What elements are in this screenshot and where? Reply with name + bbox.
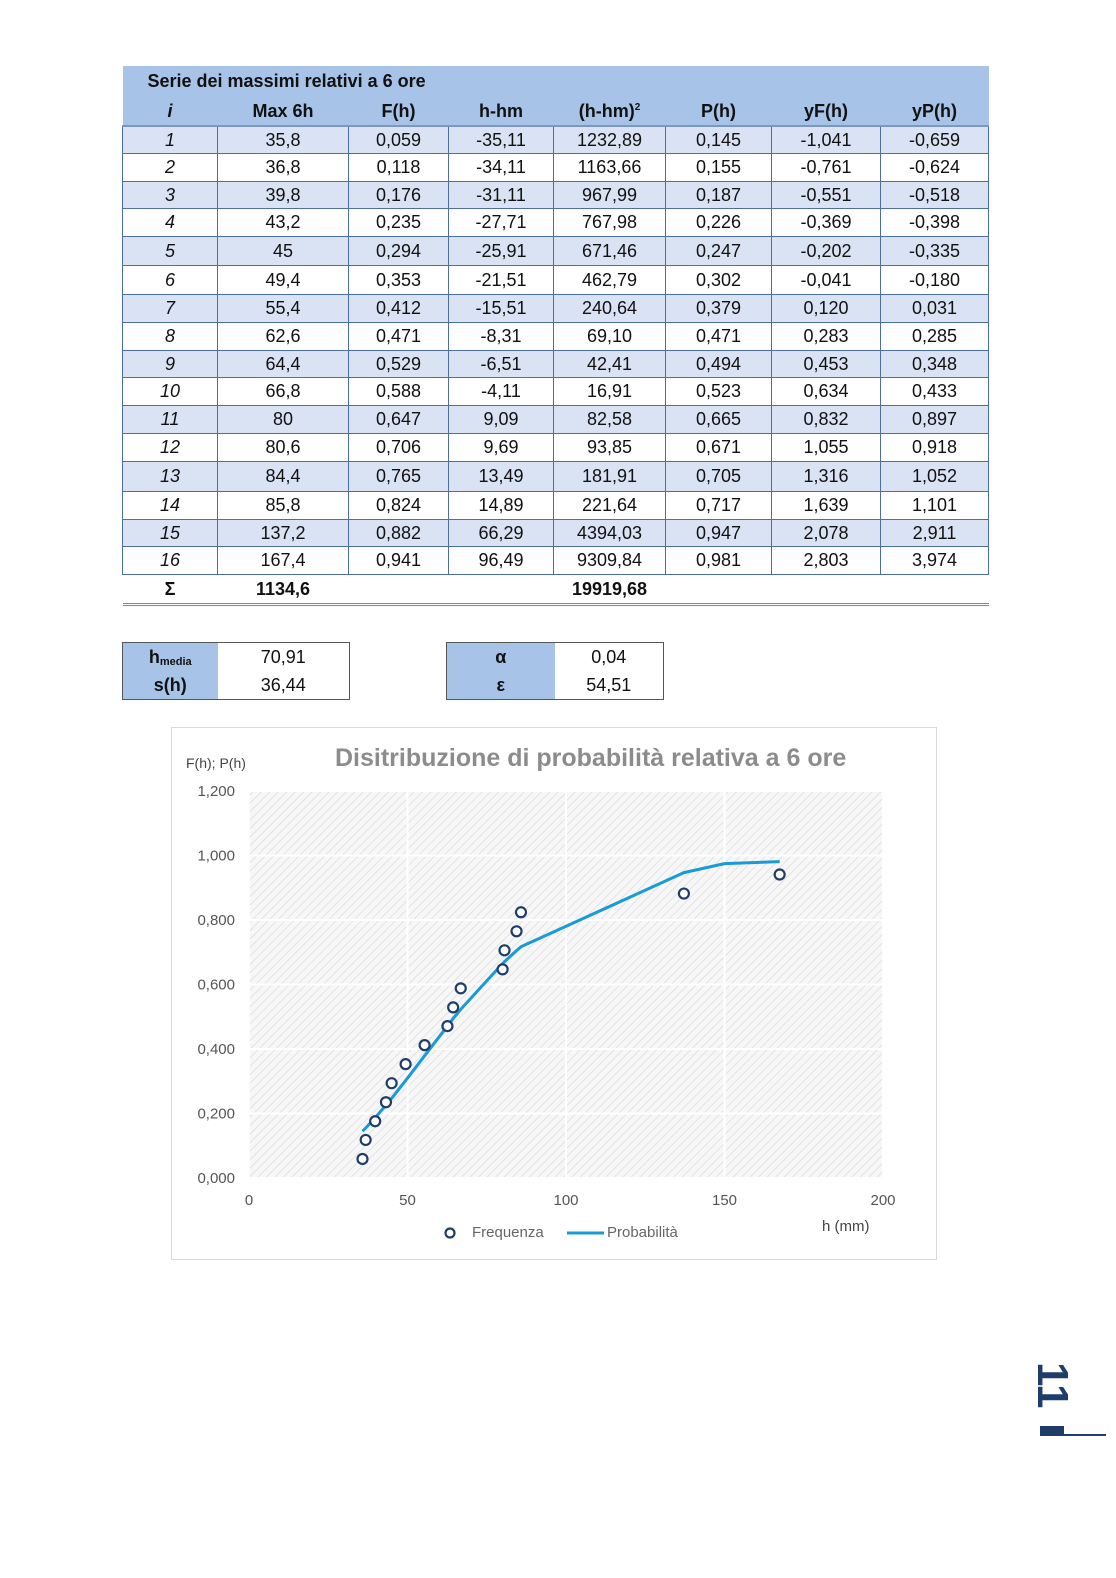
cell-col-yfh: 0,453 xyxy=(772,351,881,378)
cell-col-fh: 0,176 xyxy=(349,182,449,209)
table-row xyxy=(123,266,989,295)
cell-col-ph: 0,226 xyxy=(666,209,772,237)
cell-col-ph: 0,494 xyxy=(666,351,772,378)
page-number xyxy=(1028,1362,1077,1432)
cell-col-fh: 0,941 xyxy=(349,547,449,575)
cell-col-h-hm-sq: 69,10 xyxy=(554,323,666,351)
y-tick-label: 0,800 xyxy=(197,912,235,929)
legend-frequenza: Frequenza xyxy=(472,1224,544,1241)
cell-col-yfh: 0,120 xyxy=(772,295,881,323)
sum-label: Σ xyxy=(123,575,218,605)
cell-col-max6h: 39,8 xyxy=(218,182,349,209)
cell-col-h-hm: 96,49 xyxy=(449,547,554,575)
chart-canvas xyxy=(172,728,936,1259)
cell-col-yph: 0,897 xyxy=(881,406,989,434)
cell-col-ph: 0,302 xyxy=(666,266,772,295)
cell-col-yfh: 1,055 xyxy=(772,434,881,462)
cell-col-h-hm: 66,29 xyxy=(449,520,554,547)
cell-col-yph: -0,398 xyxy=(881,209,989,237)
y-tick-label: 0,200 xyxy=(197,1105,235,1123)
cell-col-max6h: 35,8 xyxy=(218,126,349,154)
epsilon-value: 54,51 xyxy=(555,671,664,700)
cell-col-max6h: 55,4 xyxy=(218,295,349,323)
cell-col-h-hm-sq: 240,64 xyxy=(554,295,666,323)
sum-row xyxy=(123,575,989,605)
cell-col-yph: 0,918 xyxy=(881,434,989,462)
cell-col-h-hm: -21,51 xyxy=(449,266,554,295)
x-tick-label: 200 xyxy=(870,1192,896,1209)
y-tick-label: 1,000 xyxy=(197,847,235,865)
cell-col-max6h: 64,4 xyxy=(218,351,349,378)
header-col-i: i xyxy=(123,97,218,126)
cell-col-max6h: 84,4 xyxy=(218,462,349,492)
cell-col-i: 13 xyxy=(123,462,218,492)
header-col-fh: F(h) xyxy=(349,97,449,126)
cell-col-ph: 0,665 xyxy=(666,406,772,434)
cell-col-max6h: 137,2 xyxy=(218,520,349,547)
cell-col-h-hm-sq: 767,98 xyxy=(554,209,666,237)
cell-col-h-hm-sq: 221,64 xyxy=(554,492,666,520)
cell-col-fh: 0,824 xyxy=(349,492,449,520)
cell-col-yph: -0,659 xyxy=(881,126,989,154)
cell-col-yfh: -0,551 xyxy=(772,182,881,209)
page-number-text: 11 xyxy=(1028,1362,1077,1409)
y-tick-label: 0,400 xyxy=(197,1041,235,1058)
cell-col-h-hm: -34,11 xyxy=(449,154,554,182)
sum-empty xyxy=(449,575,554,605)
cell-col-ph: 0,145 xyxy=(666,126,772,154)
header-col-yph: yP(h) xyxy=(881,97,989,126)
cell-col-i: 8 xyxy=(123,323,218,351)
sum-sq: 19919,68 xyxy=(554,575,666,605)
frequenza-point xyxy=(401,1059,411,1069)
cell-col-h-hm: -8,31 xyxy=(449,323,554,351)
cell-col-i: 10 xyxy=(123,378,218,406)
cell-col-max6h: 45 xyxy=(218,237,349,266)
header-col-max6h: Max 6h xyxy=(218,97,349,126)
cell-col-yfh: -0,202 xyxy=(772,237,881,266)
cell-col-ph: 0,155 xyxy=(666,154,772,182)
cell-col-i: 6 xyxy=(123,266,218,295)
header-col-ph: P(h) xyxy=(666,97,772,126)
cell-col-max6h: 43,2 xyxy=(218,209,349,237)
cell-col-max6h: 85,8 xyxy=(218,492,349,520)
max-series-table xyxy=(122,66,989,606)
cell-col-max6h: 62,6 xyxy=(218,323,349,351)
cell-col-h-hm-sq: 9309,84 xyxy=(554,547,666,575)
table-row xyxy=(123,462,989,492)
cell-col-yfh: 1,639 xyxy=(772,492,881,520)
cell-col-fh: 0,412 xyxy=(349,295,449,323)
stats-mean-std xyxy=(122,642,350,700)
cell-col-yfh: 2,078 xyxy=(772,520,881,547)
frequenza-point xyxy=(381,1097,391,1107)
cell-col-yph: -0,624 xyxy=(881,154,989,182)
cell-col-yfh: 0,634 xyxy=(772,378,881,406)
cell-col-i: 12 xyxy=(123,434,218,462)
cell-col-i: 14 xyxy=(123,492,218,520)
cell-col-ph: 0,187 xyxy=(666,182,772,209)
x-tick-label: 50 xyxy=(399,1192,416,1209)
table-row xyxy=(123,378,989,406)
cell-col-fh: 0,529 xyxy=(349,351,449,378)
cell-col-i: 5 xyxy=(123,237,218,266)
header-col-yfh: yF(h) xyxy=(772,97,881,126)
sum-empty xyxy=(349,575,449,605)
table-row xyxy=(123,295,989,323)
cell-col-fh: 0,059 xyxy=(349,126,449,154)
cell-col-h-hm-sq: 4394,03 xyxy=(554,520,666,547)
cell-col-h-hm: 9,09 xyxy=(449,406,554,434)
frequenza-point xyxy=(500,945,510,955)
cell-col-fh: 0,353 xyxy=(349,266,449,295)
alpha-label: α xyxy=(447,643,555,672)
cell-col-h-hm-sq: 93,85 xyxy=(554,434,666,462)
header-col-h-hm-sq: $(h-hm)^2$ xyxy=(554,97,666,126)
cell-col-h-hm: -6,51 xyxy=(449,351,554,378)
cell-col-yph: -0,518 xyxy=(881,182,989,209)
s-h-value: 36,44 xyxy=(218,671,350,700)
table-row xyxy=(123,154,989,182)
x-tick-label: 0 xyxy=(244,1192,254,1209)
h-media-value: 70,91 xyxy=(218,643,350,672)
table-title: Serie dei massimi relativi a 6 ore xyxy=(123,66,989,97)
x-tick-label: 100 xyxy=(553,1192,579,1209)
cell-col-max6h: 49,4 xyxy=(218,266,349,295)
y-tick-label: 0,000 xyxy=(197,1170,235,1187)
cell-col-max6h: 167,4 xyxy=(218,547,349,575)
cell-col-h-hm: -27,71 xyxy=(449,209,554,237)
frequenza-point xyxy=(357,1154,367,1164)
cell-col-h-hm-sq: 671,46 xyxy=(554,237,666,266)
table-row xyxy=(123,209,989,237)
cell-col-yfh: 1,316 xyxy=(772,462,881,492)
table-row xyxy=(123,323,989,351)
cell-col-max6h: 80,6 xyxy=(218,434,349,462)
chart-title: Disitribuzione di probabilità relativa a 6 ore xyxy=(335,744,847,772)
frequenza-point xyxy=(512,926,522,936)
sum-empty xyxy=(772,575,881,605)
cell-col-fh: 0,294 xyxy=(349,237,449,266)
page-number-rule xyxy=(1040,1434,1106,1436)
cell-col-i: 2 xyxy=(123,154,218,182)
y-tick-label: 0,600 xyxy=(197,976,235,994)
legend-frequenza-marker xyxy=(446,1229,455,1238)
table-row xyxy=(123,237,989,266)
cell-col-h-hm: 13,49 xyxy=(449,462,554,492)
frequenza-point xyxy=(448,1002,458,1012)
cell-col-ph: 0,705 xyxy=(666,462,772,492)
cell-col-yfh: 0,832 xyxy=(772,406,881,434)
cell-col-ph: 0,247 xyxy=(666,237,772,266)
epsilon-label: ε xyxy=(447,671,555,700)
cell-col-ph: 0,523 xyxy=(666,378,772,406)
table-row xyxy=(123,126,989,154)
cell-col-fh: 0,706 xyxy=(349,434,449,462)
cell-col-ph: 0,981 xyxy=(666,547,772,575)
frequenza-point xyxy=(361,1135,371,1145)
frequenza-point xyxy=(370,1116,380,1126)
cell-col-h-hm: 9,69 xyxy=(449,434,554,462)
cell-col-i: 7 xyxy=(123,295,218,323)
s-h-label: s(h) xyxy=(123,671,218,700)
cell-col-yph: 2,911 xyxy=(881,520,989,547)
table-row xyxy=(123,547,989,575)
cell-col-h-hm: -35,11 xyxy=(449,126,554,154)
table-row xyxy=(123,520,989,547)
cell-col-i: 15 xyxy=(123,520,218,547)
cell-col-h-hm-sq: 82,58 xyxy=(554,406,666,434)
cell-col-i: 4 xyxy=(123,209,218,237)
cell-col-yfh: -1,041 xyxy=(772,126,881,154)
cell-col-yph: -0,180 xyxy=(881,266,989,295)
cell-col-ph: 0,471 xyxy=(666,323,772,351)
cell-col-i: 16 xyxy=(123,547,218,575)
frequenza-point xyxy=(387,1078,397,1088)
cell-col-max6h: 66,8 xyxy=(218,378,349,406)
cell-col-ph: 0,671 xyxy=(666,434,772,462)
cell-col-max6h: 80 xyxy=(218,406,349,434)
cell-col-yph: 0,433 xyxy=(881,378,989,406)
cell-col-ph: 0,717 xyxy=(666,492,772,520)
cell-col-yph: 0,285 xyxy=(881,323,989,351)
cell-col-yph: 0,348 xyxy=(881,351,989,378)
cell-col-h-hm: -31,11 xyxy=(449,182,554,209)
cell-col-fh: 0,235 xyxy=(349,209,449,237)
frequenza-point xyxy=(516,907,526,917)
cell-col-fh: 0,647 xyxy=(349,406,449,434)
cell-col-h-hm: -4,11 xyxy=(449,378,554,406)
cell-col-yfh: -0,369 xyxy=(772,209,881,237)
y-tick-label: 1,200 xyxy=(197,783,235,800)
y-axis-label: F(h); P(h) xyxy=(186,755,246,771)
cell-col-yph: 3,974 xyxy=(881,547,989,575)
table-row xyxy=(123,351,989,378)
x-tick-label: 150 xyxy=(711,1192,738,1209)
probability-chart xyxy=(171,727,937,1260)
stats-alpha-epsilon xyxy=(446,642,664,700)
cell-col-yph: -0,335 xyxy=(881,237,989,266)
frequenza-point xyxy=(775,870,785,880)
header-superscript: 2 xyxy=(634,101,641,113)
legend-probabilita: Probabilità xyxy=(607,1224,678,1241)
header-col-h-hm: h-hm xyxy=(449,97,554,126)
cell-col-fh: 0,765 xyxy=(349,462,449,492)
cell-col-yph: 1,052 xyxy=(881,462,989,492)
table-row xyxy=(123,492,989,520)
cell-col-fh: 0,118 xyxy=(349,154,449,182)
frequenza-point xyxy=(442,1021,452,1031)
cell-col-yfh: 0,283 xyxy=(772,323,881,351)
cell-col-i: 1 xyxy=(123,126,218,154)
frequenza-point xyxy=(456,983,466,993)
cell-col-ph: 0,947 xyxy=(666,520,772,547)
cell-col-h-hm: -15,51 xyxy=(449,295,554,323)
cell-col-h-hm-sq: 967,99 xyxy=(554,182,666,209)
cell-col-h-hm-sq: 1163,66 xyxy=(554,154,666,182)
sum-empty xyxy=(666,575,772,605)
cell-col-i: 11 xyxy=(123,406,218,434)
cell-col-h-hm: -25,91 xyxy=(449,237,554,266)
table-row xyxy=(123,182,989,209)
cell-col-ph: 0,379 xyxy=(666,295,772,323)
cell-col-yfh: 2,803 xyxy=(772,547,881,575)
table-row xyxy=(123,434,989,462)
cell-col-i: 3 xyxy=(123,182,218,209)
cell-col-fh: 0,588 xyxy=(349,378,449,406)
cell-col-yfh: -0,041 xyxy=(772,266,881,295)
sum-empty xyxy=(881,575,989,605)
cell-col-fh: 0,882 xyxy=(349,520,449,547)
cell-col-h-hm-sq: 1232,89 xyxy=(554,126,666,154)
cell-col-h-hm: 14,89 xyxy=(449,492,554,520)
cell-col-yph: 0,031 xyxy=(881,295,989,323)
sum-max: 1134,6 xyxy=(218,575,349,605)
alpha-value: 0,04 xyxy=(555,643,664,672)
cell-col-max6h: 36,8 xyxy=(218,154,349,182)
cell-col-yph: 1,101 xyxy=(881,492,989,520)
frequenza-point xyxy=(679,889,689,899)
cell-col-h-hm-sq: 462,79 xyxy=(554,266,666,295)
table-row xyxy=(123,406,989,434)
cell-col-h-hm-sq: 42,41 xyxy=(554,351,666,378)
frequenza-point xyxy=(420,1040,430,1050)
h-media-label: $h_{media}$ xyxy=(123,643,218,672)
cell-col-yfh: -0,761 xyxy=(772,154,881,182)
cell-col-h-hm-sq: 16,91 xyxy=(554,378,666,406)
frequenza-point xyxy=(498,964,508,974)
cell-col-fh: 0,471 xyxy=(349,323,449,351)
cell-col-i: 9 xyxy=(123,351,218,378)
x-axis-label: h (mm) xyxy=(822,1218,870,1235)
cell-col-h-hm-sq: 181,91 xyxy=(554,462,666,492)
